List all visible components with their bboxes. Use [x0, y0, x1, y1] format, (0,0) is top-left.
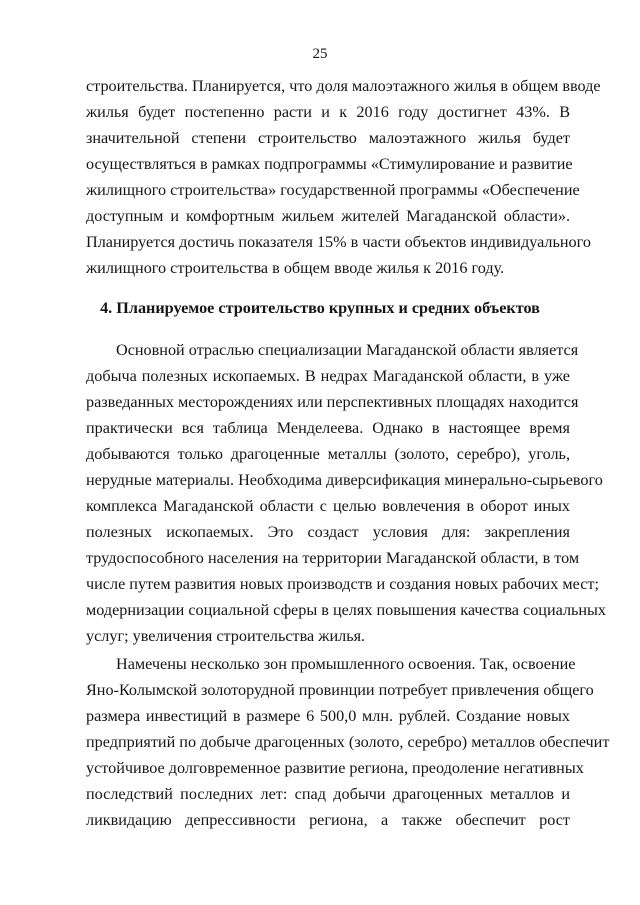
text-line: нерудные материалы. Необходима диверсификация минерально-сырьевого [86, 471, 603, 489]
text-line: добыча полезных ископаемых. В недрах Магаданской области, в уже [86, 367, 570, 385]
text-line: Планируется достичь показателя 15% в части объектов индивидуального [86, 233, 591, 251]
text-line: полезных ископаемых. Это создаст условия для: закрепления [86, 523, 570, 541]
text-line: практически вся таблица Менделеева. Однако в настоящее время [86, 419, 570, 437]
text-line: Яно-Колымской золоторудной провинции потребует привлечения общего [86, 681, 594, 699]
text-line: предприятий по добыче драгоценных (золото, серебро) металлов обеспечит [86, 733, 610, 751]
text-line: Основной отраслью специализации Магаданской области является [116, 341, 579, 359]
text-line: доступным и комфортным жильем жителей Магаданской области». [86, 207, 570, 225]
text-line: числе путем развития новых производств и создания новых рабочих мест; [86, 575, 599, 593]
text-line: услуг; увеличения строительства жилья. [86, 627, 366, 645]
text-line: устойчивое долговременное развитие региона, преодоление негативных [86, 759, 584, 777]
text-line: жилья будет постепенно расти и к 2016 году достигнет 43%. В [86, 103, 570, 121]
text-line: разведанных месторождениях или перспективных площадях находится [86, 393, 579, 411]
text-line: жилищного строительства» государственной программы «Обеспечение [86, 181, 580, 199]
text-line: осуществляться в рамках подпрограммы «Стимулирование и развитие [86, 155, 573, 173]
text-line: размера инвестиций в размере 6 500,0 млн. рублей. Создание новых [86, 707, 570, 725]
text-line: добываются только драгоценные металлы (золото, серебро), уголь, [86, 445, 570, 463]
text-line: значительной степени строительство малоэтажного жилья будет [86, 129, 570, 147]
text-line: трудоспособного населения на территории Магаданской области, в том [86, 549, 580, 567]
text-line: Намечены несколько зон промышленного освоения. Так, освоение [116, 655, 576, 673]
text-line: ликвидацию депрессивности региона, а также обеспечит рост [86, 811, 570, 829]
text-line: жилищного строительства в общем вводе жилья к 2016 году. [86, 259, 505, 277]
text-line: строительства. Планируется, что доля малоэтажного жилья в общем вводе [86, 77, 601, 95]
text-line: комплекса Магаданской области с целью вовлечения в оборот иных [86, 497, 570, 515]
section-heading: 4. Планируемое строительство крупных и средних объектов [100, 299, 540, 317]
text-line: последствий последних лет: спад добычи драгоценных металлов и [86, 785, 570, 803]
text-line: модернизации социальной сферы в целях повышения качества социальных [86, 601, 607, 619]
page-number: 25 [312, 46, 328, 62]
